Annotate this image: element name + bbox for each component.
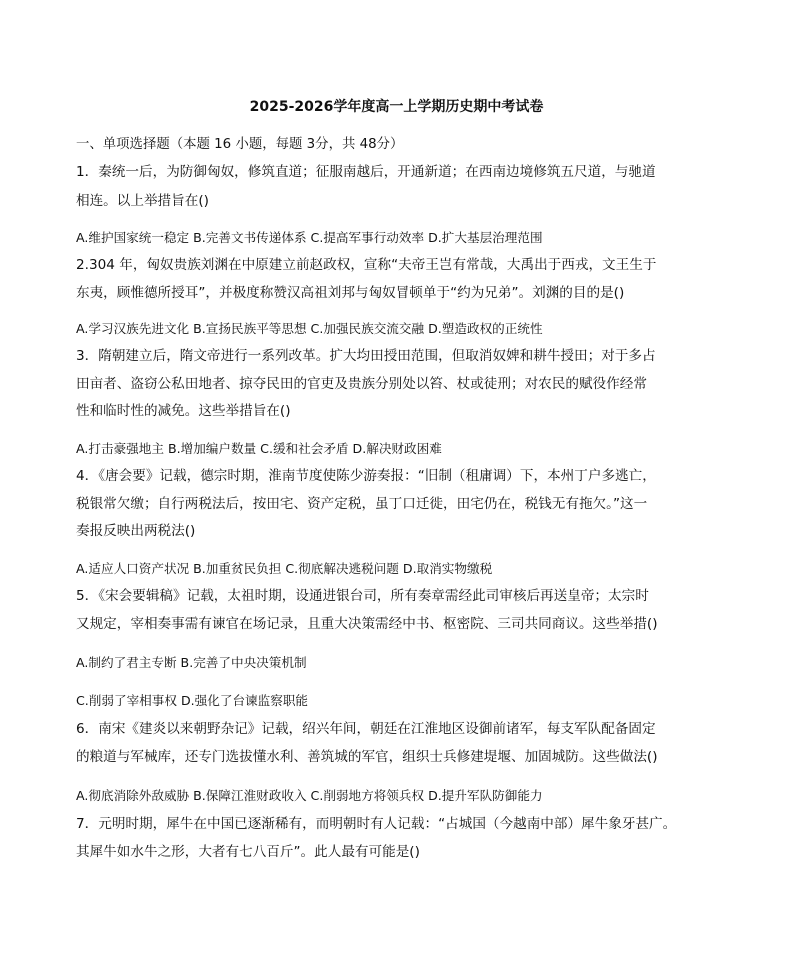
question-6-line-2: 的粮道与军械库，还专门选拔懂水利、善筑城的军官，组织士兵修建堤堰、加固城防。这些做法() bbox=[76, 749, 658, 765]
question-5-line-2: 又规定，宰相奏事需有谏官在场记录，且重大决策需经中书、枢密院、三司共同商议。这些举措() bbox=[76, 616, 658, 632]
question-6-options: A.彻底消除外敌威胁 B.保障江淮财政收入 C.削弱地方将领兵权 D.提升军队防御能力 bbox=[76, 788, 543, 803]
question-7-line-1: 7．元明时期，犀牛在中国已逐渐稀有，而明朝时有人记载：“占城国（今越南中部）犀牛象牙甚广。 bbox=[76, 816, 677, 832]
question-2-options: A.学习汉族先进文化 B.宣扬民族平等思想 C.加强民族交流交融 D.塑造政权的正统性 bbox=[76, 321, 543, 336]
question-4-line-3: 奏报反映出两税法() bbox=[76, 523, 196, 539]
question-3-options: A.打击豪强地主 B.增加编户数量 C.缓和社会矛盾 D.解决财政困难 bbox=[76, 441, 442, 456]
question-4-line-2: 税银常欠缴；自行两税法后，按田宅、资产定税，虽丁口迁徙，田宅仍在，税钱无有拖欠。”这一 bbox=[76, 496, 648, 512]
question-2-line-1: 2.304 年，匈奴贵族刘渊在中原建立前赵政权，宣称“夫帝王岂有常哉，大禹出于西戎，文王生于 bbox=[76, 257, 657, 273]
question-1-options: A.维护国家统一稳定 B.完善文书传递体系 C.提高军事行动效率 D.扩大基层治理范围 bbox=[76, 230, 543, 245]
question-1-line-1: 1．秦统一后，为防御匈奴，修筑直道；征服南越后，开通新道；在西南边境修筑五尺道，与驰道 bbox=[76, 164, 656, 180]
question-1-line-2: 相连。以上举措旨在() bbox=[76, 193, 209, 209]
question-4-line-1: 4．《唐会要》记载，德宗时期，淮南节度使陈少游奏报：“旧制（租庸调）下，本州丁户多逃亡， bbox=[76, 468, 656, 484]
question-3-line-1: 3．隋朝建立后，隋文帝进行一系列改革。扩大均田授田范围，但取消奴婢和耕牛授田；对于多占 bbox=[76, 348, 656, 364]
question-4-options: A.适应人口资产状况 B.加重贫民负担 C.彻底解决逃税问题 D.取消实物缴税 bbox=[76, 561, 493, 576]
question-6-line-1: 6．南宋《建炎以来朝野杂记》记载，绍兴年间，朝廷在江淮地区设御前诸军，每支军队配备固定 bbox=[76, 721, 656, 737]
question-3-line-3: 性和临时性的减免。这些举措旨在() bbox=[76, 403, 291, 419]
question-5-options-1: A.制约了君主专断 B.完善了中央决策机制 bbox=[76, 655, 307, 670]
question-5-options-2: C.削弱了宰相事权 D.强化了台谏监察职能 bbox=[76, 693, 309, 708]
question-2-line-2: 东夷，顾惟德所授耳”，并极度称赞汉高祖刘邦与匈奴冒顿单于“约为兄弟”。刘渊的目的是() bbox=[76, 285, 625, 301]
section-header: 一、单项选择题（本题 16 小题，每题 3分，共 48分） bbox=[76, 137, 404, 152]
question-7-line-2: 其犀牛如水牛之形，大者有七八百斤”。此人最有可能是() bbox=[76, 844, 420, 860]
question-3-line-2: 田亩者、盗窃公私田地者、掠夺民田的官吏及贵族分别处以笞、杖或徒刑；对农民的赋役作经常 bbox=[76, 376, 647, 392]
page-title: 2025-2026学年度高一上学期历史期中考试卷 bbox=[249, 99, 544, 115]
question-5-line-1: 5．《宋会要辑稿》记载，太祖时期，设通进银台司，所有奏章需经此司审核后再送皇帝；太宗时 bbox=[76, 588, 649, 604]
